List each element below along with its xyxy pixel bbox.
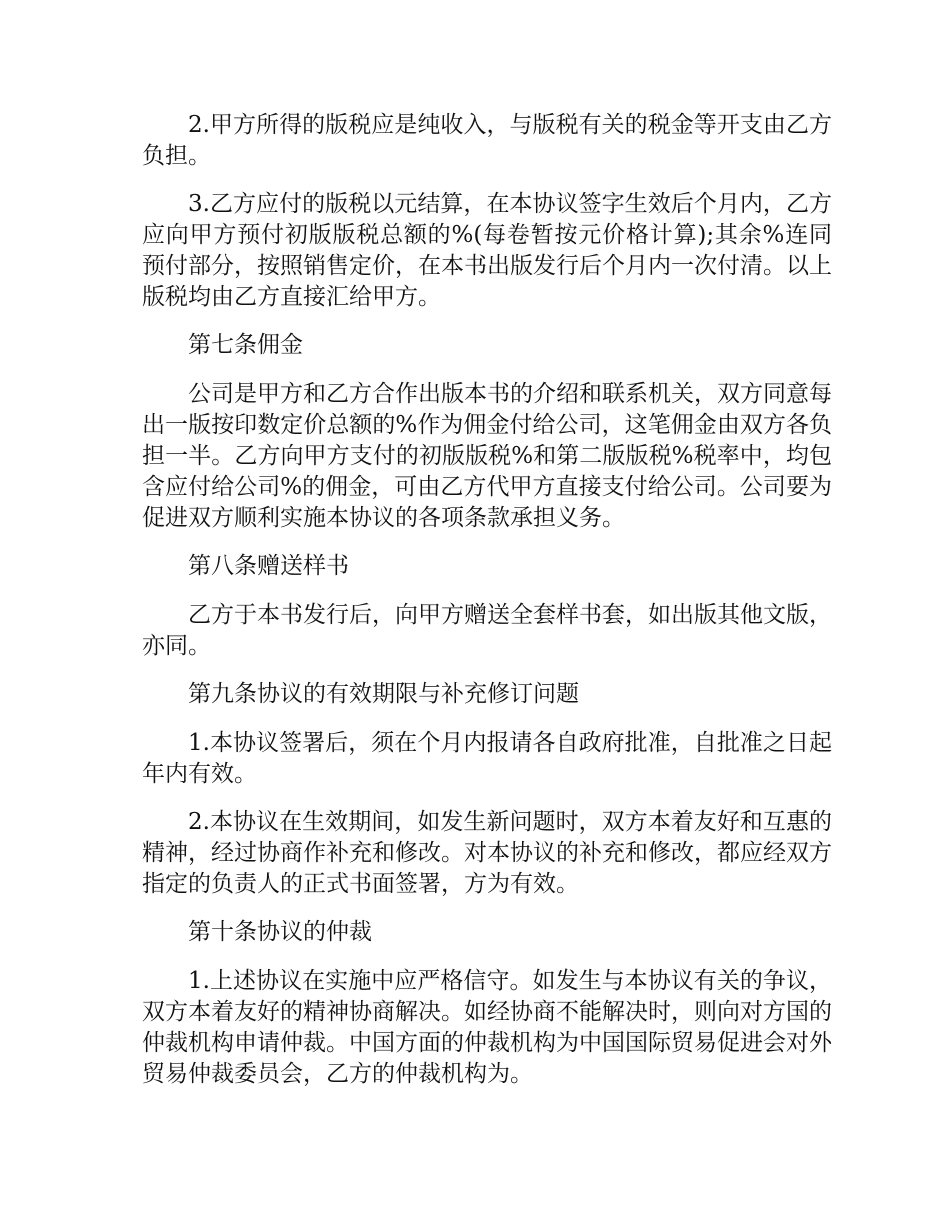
paragraph-royalty-net-income: 2.甲方所得的版税应是纯收入，与版税有关的税金等开支由乙方负担。: [142, 112, 832, 169]
heading-article-10: 第十条协议的仲裁: [188, 919, 372, 945]
heading-article-9: 第九条协议的有效期限与补充修订问题: [188, 681, 579, 707]
heading-article-7: 第七条佣金: [188, 332, 303, 358]
paragraph-commission: 公司是甲方和乙方合作出版本书的介绍和联系机关，双方同意每出一版按印数定价总额的%作为佣金付给公司，这笔佣金由双方各负担一半。乙方向甲方支付的初版版税%和第二版版税%税率中，均包含应付给公司%的佣金，可由乙方代甲方直接支付给公司。公司要为促进双方顺利实施本协议的各项条款承担义务。: [142, 381, 832, 531]
paragraph-arbitration: 1.上述协议在实施中应严格信守。如发生与本协议有关的争议，双方本着友好的精神协商解决。如经协商不能解决时，则向对方国的仲裁机构申请仲裁。中国方面的仲裁机构为中国国际贸易促进会对外贸易仲裁委员会，乙方的仲裁机构为。: [142, 968, 832, 1087]
heading-article-8: 第八条赠送样书: [188, 553, 349, 579]
paragraph-royalty-payment: 3.乙方应付的版税以元结算，在本协议签字生效后个月内，乙方应向甲方预付初版版税总额的%(每卷暂按元价格计算);其余%连同预付部分，按照销售定价，在本书出版发行后个月内一次付清。以上版税均由乙方直接汇给甲方。: [142, 191, 832, 310]
document-page: [142, 110, 832, 1107]
paragraph-sample-books: 乙方于本书发行后，向甲方赠送全套样书套，如出版其他文版，亦同。: [142, 602, 832, 659]
paragraph-amendments: 2.本协议在生效期间，如发生新问题时，双方本着友好和互惠的精神，经过协商作补充和修改。对本协议的补充和修改，都应经双方指定的负责人的正式书面签署，方为有效。: [142, 809, 832, 897]
paragraph-validity-period: 1.本协议签署后，须在个月内报请各自政府批准，自批准之日起年内有效。: [142, 730, 832, 787]
